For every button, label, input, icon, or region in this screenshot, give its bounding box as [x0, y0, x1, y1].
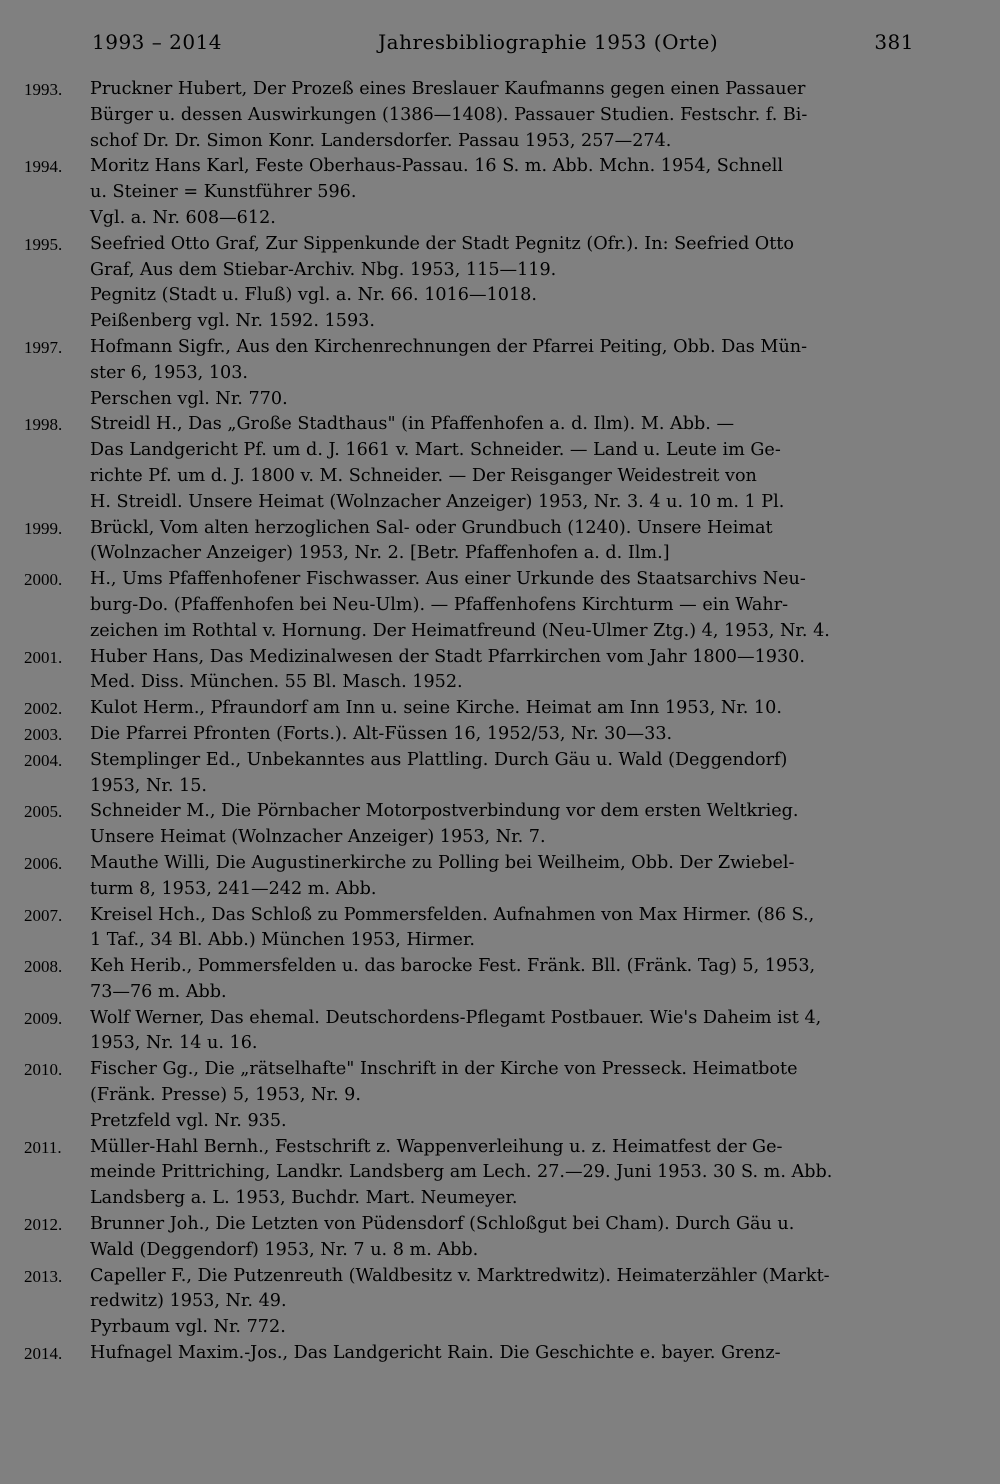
entry-line: Hufnagel Maxim.-Jos., Das Landgericht Rain. Die Geschichte e. bayer. Grenz- — [90, 1343, 781, 1364]
entry-line: zeichen im Rothtal v. Hornung. Der Heimatfreund (Neu-Ulmer Ztg.) 4, 1953, Nr. 4. — [90, 620, 830, 641]
entry-number: 2009. — [24, 1008, 63, 1028]
entry-number: 2002. — [24, 699, 63, 719]
entry-text — [90, 387, 916, 413]
bibliography-entry — [24, 1341, 916, 1367]
entry-number: 2000. — [24, 570, 63, 590]
bibliography-entry — [24, 77, 916, 154]
entry-number: 2014. — [24, 1344, 63, 1364]
entry-line: burg-Do. (Pfaffenhofen bei Neu-Ulm). — Pfaffenhofens Kirchturm — ein Wahr- — [90, 594, 789, 615]
entry-text — [90, 645, 916, 697]
entry-text — [90, 232, 916, 284]
bibliography-entry — [24, 645, 916, 697]
entry-line: Brückl, Vom alten herzoglichen Sal- oder Grundbuch (1240). Unsere Heimat — [90, 517, 773, 538]
entry-number: 2005. — [24, 802, 63, 822]
entry-text — [90, 1109, 916, 1135]
entry-line: Das Landgericht Pf. um d. J. 1661 v. Mart. Schneider. — Land u. Leute im Ge- — [90, 440, 781, 461]
entry-text — [90, 903, 916, 955]
entry-line: Pegnitz (Stadt u. Fluß) vgl. a. Nr. 66. 1016—1018. — [90, 285, 537, 306]
entry-text — [90, 309, 916, 335]
entry-text — [90, 1135, 916, 1212]
cross-reference-entry — [24, 1109, 916, 1135]
entry-number: 1995. — [24, 234, 63, 254]
entry-number: 2006. — [24, 853, 63, 873]
entry-line: Streidl H., Das „Große Stadthaus" (in Pfaffenhofen a. d. Ilm). M. Abb. — — [90, 414, 735, 435]
entry-line: 73—76 m. Abb. — [90, 981, 227, 1002]
page-number: 381 — [874, 30, 914, 54]
entry-line: Stemplinger Ed., Unbekanntes aus Plattling. Durch Gäu u. Wald (Deggendorf) — [90, 749, 788, 770]
entry-number — [24, 387, 90, 413]
entry-number: 2008. — [24, 957, 63, 977]
entry-line: Kreisel Hch., Das Schloß zu Pommersfelden. Aufnahmen von Max Hirmer. (86 S., — [90, 904, 815, 925]
bibliography-entry — [24, 903, 916, 955]
entry-text — [90, 567, 916, 644]
bibliography-entry — [24, 1212, 916, 1264]
entry-number: 1999. — [24, 518, 63, 538]
entry-text — [90, 799, 916, 851]
bibliography-entry — [24, 954, 916, 1006]
bibliography-entry — [24, 154, 916, 231]
entry-line: Die Pfarrei Pfronten (Forts.). Alt-Füssen 16, 1952/53, Nr. 30—33. — [90, 723, 673, 744]
entry-line: Landsberg a. L. 1953, Buchdr. Mart. Neumeyer. — [90, 1188, 518, 1209]
entry-text — [90, 154, 916, 231]
entry-text — [90, 1315, 916, 1341]
entry-line: redwitz) 1953, Nr. 49. — [90, 1291, 287, 1312]
entry-number: 1994. — [24, 157, 63, 177]
entry-line: Wald (Deggendorf) 1953, Nr. 7 u. 8 m. Abb. — [90, 1239, 479, 1260]
entry-line: H., Ums Pfaffenhofener Fischwasser. Aus einer Urkunde des Staatsarchivs Neu- — [90, 569, 806, 590]
entry-text — [90, 722, 916, 748]
bibliography-entry — [24, 412, 916, 515]
entry-line: Peißenberg vgl. Nr. 1592. 1593. — [90, 311, 375, 332]
entry-line: u. Steiner = Kunstführer 596. — [90, 182, 357, 203]
bibliography-entry — [24, 1135, 916, 1212]
entry-number — [24, 283, 90, 309]
entry-line: H. Streidl. Unsere Heimat (Wolnzacher Anzeiger) 1953, Nr. 3. 4 u. 10 m. 1 Pl. — [90, 491, 785, 512]
entry-line: Wolf Werner, Das ehemal. Deutschordens-Pflegamt Postbauer. Wie's Daheim ist 4, — [90, 1007, 822, 1028]
entry-line: richte Pf. um d. J. 1800 v. M. Schneider. — Der Reisganger Weidestreit von — [90, 465, 757, 486]
bibliography-entry — [24, 516, 916, 568]
entry-number — [24, 1315, 90, 1341]
entry-number: 1993. — [24, 80, 63, 99]
cross-reference-entry — [24, 283, 916, 309]
entry-number: 2013. — [24, 1266, 63, 1286]
entry-line: Müller-Hahl Bernh., Festschrift z. Wappenverleihung u. z. Heimatfest der Ge- — [90, 1136, 783, 1157]
entry-text — [90, 954, 916, 1006]
entry-number: 2010. — [24, 1060, 63, 1080]
entry-text — [90, 335, 916, 387]
entry-line: 1953, Nr. 15. — [90, 775, 207, 796]
entry-number: 2004. — [24, 750, 63, 770]
entry-line: Mauthe Willi, Die Augustinerkirche zu Polling bei Weilheim, Obb. Der Zwiebel- — [90, 852, 795, 873]
bibliography-entry — [24, 722, 916, 748]
entry-number: 2012. — [24, 1215, 63, 1235]
running-title: Jahresbibliographie 1953 (Orte) — [378, 30, 719, 54]
entry-number: 2011. — [24, 1137, 62, 1157]
entry-line: Seefried Otto Graf, Zur Sippenkunde der Stadt Pegnitz (Ofr.). In: Seefried Otto — [90, 233, 794, 254]
entry-number — [24, 1109, 90, 1135]
running-header — [92, 30, 914, 60]
entry-text — [90, 696, 916, 722]
entry-text — [90, 1264, 916, 1316]
entry-line: Capeller F., Die Putzenreuth (Waldbesitz v. Marktredwitz). Heimaterzähler (Markt- — [90, 1265, 830, 1286]
bibliography-entry — [24, 232, 916, 284]
entry-line: Graf, Aus dem Stiebar-Archiv. Nbg. 1953, 115—119. — [90, 259, 557, 280]
bibliography-entry — [24, 1057, 916, 1109]
entry-line: Pruckner Hubert, Der Prozeß eines Breslauer Kaufmanns gegen einen Passauer — [90, 79, 806, 99]
entry-number: 2001. — [24, 647, 63, 667]
bibliography-entry — [24, 567, 916, 644]
bibliography-entry — [24, 696, 916, 722]
entry-text — [90, 516, 916, 568]
entry-text — [90, 851, 916, 903]
entry-number: 1997. — [24, 337, 63, 357]
entry-line: (Wolnzacher Anzeiger) 1953, Nr. 2. [Betr. Pfaffenhofen a. d. Ilm.] — [90, 543, 670, 564]
entry-range: 1993 – 2014 — [92, 30, 223, 54]
entry-line: Med. Diss. München. 55 Bl. Masch. 1952. — [90, 672, 463, 693]
entry-text — [90, 748, 916, 800]
entry-line: Pretzfeld vgl. Nr. 935. — [90, 1110, 287, 1131]
entry-line: Kulot Herm., Pfraundorf am Inn u. seine Kirche. Heimat am Inn 1953, Nr. 10. — [90, 698, 782, 719]
entry-line: Brunner Joh., Die Letzten von Püdensdorf (Schloßgut bei Cham). Durch Gäu u. — [90, 1214, 795, 1235]
entry-text — [90, 1212, 916, 1264]
entry-line: Unsere Heimat (Wolnzacher Anzeiger) 1953, Nr. 7. — [90, 827, 546, 848]
entry-line: meinde Prittriching, Landkr. Landsberg am Lech. 27.—29. Juni 1953. 30 S. m. Abb. — [90, 1162, 833, 1183]
entry-text — [90, 1341, 916, 1367]
entry-number: 2007. — [24, 905, 63, 925]
entry-line: schof Dr. Dr. Simon Konr. Landersdorfer. Passau 1953, 257—274. — [90, 130, 672, 151]
entry-line: Perschen vgl. Nr. 770. — [90, 388, 288, 409]
entry-text — [90, 1006, 916, 1058]
entry-text — [90, 412, 916, 515]
entry-line: Fischer Gg., Die „rätselhafte" Inschrift in der Kirche von Pressеck. Heimatbote — [90, 1059, 798, 1080]
entry-line: Pyrbaum vgl. Nr. 772. — [90, 1317, 286, 1338]
entry-list — [24, 77, 916, 1367]
entry-line: Hofmann Sigfr., Aus den Kirchenrechnungen der Pfarrei Peiting, Obb. Das Mün- — [90, 336, 808, 357]
entry-number: 1998. — [24, 415, 63, 435]
entry-line: (Fränk. Presse) 5, 1953, Nr. 9. — [90, 1085, 361, 1106]
bibliography-entry — [24, 1264, 916, 1316]
entry-text — [90, 283, 916, 309]
entry-line: 1953, Nr. 14 u. 16. — [90, 1033, 258, 1054]
entry-text — [90, 77, 916, 154]
entry-line: 1 Taf., 34 Bl. Abb.) München 1953, Hirmer. — [90, 930, 476, 951]
entry-line: ster 6, 1953, 103. — [90, 362, 249, 383]
entry-line: Keh Herib., Pommersfelden u. das barocke Fest. Fränk. Bll. (Fränk. Tag) 5, 1953, — [90, 956, 816, 977]
bibliography-entry — [24, 799, 916, 851]
entry-line: Bürger u. dessen Auswirkungen (1386—1408). Passauer Studien. Festschr. f. Bi- — [90, 104, 808, 125]
entry-line: Huber Hans, Das Medizinalwesen der Stadt Pfarrkirchen vom Jahr 1800—1930. — [90, 646, 805, 667]
bibliography-entry — [24, 851, 916, 903]
entry-number: 2003. — [24, 724, 63, 744]
entry-line: Moritz Hans Karl, Feste Oberhaus-Passau. 16 S. m. Abb. Mchn. 1954, Schnell — [90, 156, 783, 177]
cross-reference-entry — [24, 309, 916, 335]
cross-reference-entry — [24, 387, 916, 413]
entry-line: Schneider M., Die Pörnbacher Motorpostverbindung vor dem ersten Weltkrieg. — [90, 801, 799, 822]
bibliography-entry — [24, 335, 916, 387]
bibliography-entry — [24, 1006, 916, 1058]
entry-line: Vgl. a. Nr. 608—612. — [90, 207, 276, 228]
bibliography-entry — [24, 748, 916, 800]
entry-line: turm 8, 1953, 241—242 m. Abb. — [90, 878, 377, 899]
cross-reference-entry — [24, 1315, 916, 1341]
entry-number — [24, 309, 90, 335]
entry-text — [90, 1057, 916, 1109]
